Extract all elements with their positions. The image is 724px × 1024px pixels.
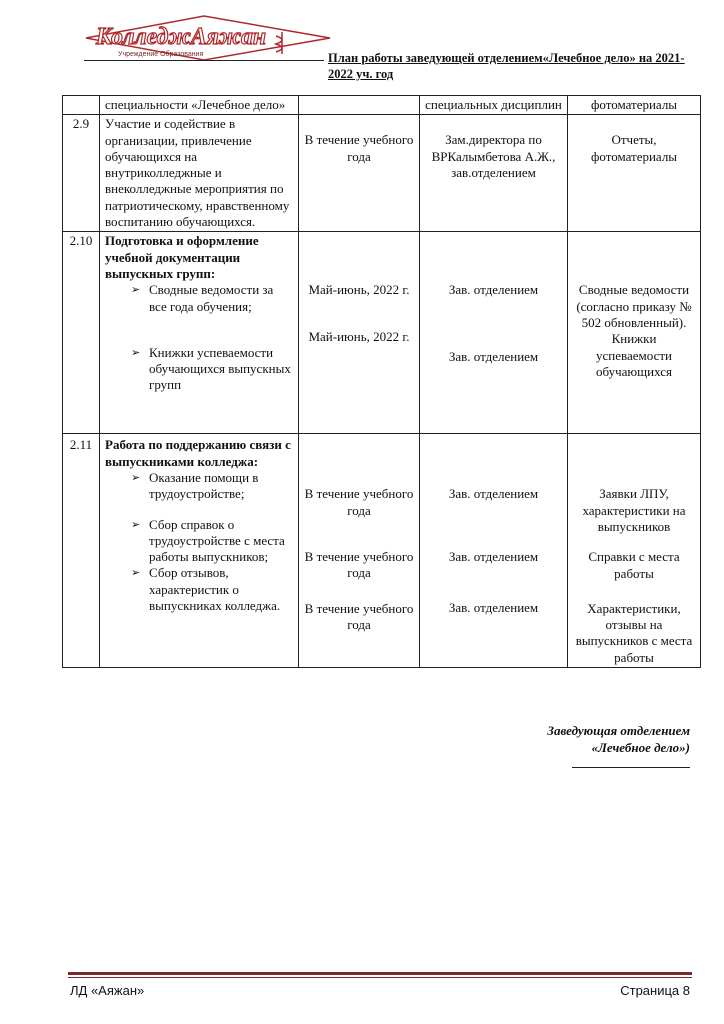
term-item: В течение учебного года: [304, 600, 414, 632]
row-content: [100, 232, 299, 434]
logo-text: КолледжАяжан: [95, 24, 266, 50]
table-row: [63, 96, 701, 115]
row-result: [568, 434, 701, 668]
row-content: специальности «Лечебное дело»: [100, 96, 299, 115]
list-item-text: Сводные ведомости за все года обучения;: [149, 282, 274, 314]
arrow-bullet-icon: ➢: [131, 518, 141, 531]
page-title: План работы заведующей отделением«Лечебное дело» на 2021-2022 уч. год: [328, 51, 685, 81]
list-item-text: Сбор отзывов, характеристик о выпускниках колледжа.: [149, 565, 281, 614]
row-responsible: специальных дисциплин: [420, 96, 568, 115]
row-number: 2.11: [63, 434, 100, 668]
row-number: 2.9: [63, 115, 100, 232]
list-item: [105, 470, 293, 503]
term-item: Май-июнь, 2022 г.: [308, 328, 410, 344]
row-responsible: Зам.директора по ВРКалымбетова А.Ж., зав.отделением: [420, 115, 568, 232]
list-item-text: Сбор справок о трудоустройстве с места работы выпускников;: [149, 516, 285, 565]
logo-subtext: Учреждение Образования: [118, 51, 204, 58]
table-row: [63, 232, 701, 434]
arrow-bullet-icon: ➢: [131, 284, 141, 297]
arrow-bullet-icon: ➢: [131, 471, 141, 484]
header-rule: [84, 60, 324, 61]
page-number: Страница 8: [620, 983, 690, 998]
list-item: [105, 517, 293, 566]
row-content: [100, 434, 299, 668]
result-item: Заявки ЛПУ, характеристики на выпускников: [582, 486, 686, 534]
responsible-item: Зав. отделением: [448, 486, 539, 502]
row-result: Отчеты, фотоматериалы: [568, 115, 701, 232]
arrow-bullet-icon: ➢: [131, 567, 141, 580]
list-item-text: Оказание помощи в трудоустройстве;: [149, 469, 259, 502]
list-item: [105, 282, 293, 315]
work-plan-table: [62, 95, 701, 668]
row-number: [63, 96, 100, 115]
list-item: [105, 565, 293, 614]
row-term: В течение учебного года: [299, 115, 420, 232]
college-logo: [84, 14, 334, 62]
signature-line1: Заведующая отделением: [547, 723, 690, 738]
arrow-bullet-icon: ➢: [131, 346, 141, 359]
signature-block: [547, 722, 690, 756]
responsible-item: Зав. отделением: [448, 599, 539, 615]
row-number: 2.10: [63, 232, 100, 434]
footer-org: ЛД «Аяжан»: [70, 983, 145, 998]
footer-rule-thin: [68, 977, 692, 978]
row-term: [299, 232, 420, 434]
row-responsible: [420, 434, 568, 668]
term-item: Май-июнь, 2022 г.: [308, 282, 410, 298]
row-content: Участие и содействие в организации, привлечение обучающихся на внутриколледжные и внеколледжные мероприятия по патриотическому, нравственному воспитанию обучающихся.: [100, 115, 299, 232]
term-item: В течение учебного года: [304, 548, 414, 581]
row-result: [568, 232, 701, 434]
footer-rule: [68, 972, 692, 975]
section-heading: Работа по поддержанию связи с выпускниками колледжа:: [105, 437, 291, 469]
signature-line2: «Лечебное дело»): [591, 740, 690, 755]
table-row: [63, 434, 701, 668]
list-item: [105, 345, 293, 394]
responsible-item: Зав. отделением: [448, 348, 539, 364]
section-heading: Подготовка и оформление учебной документации выпускных групп:: [105, 233, 259, 281]
caduceus-icon: [276, 32, 282, 54]
result-item: Характеристики, отзывы на выпускников с места работы: [575, 600, 693, 665]
row-result: фотоматериалы: [568, 96, 701, 115]
row-term: [299, 434, 420, 668]
responsible-item: Зав. отделением: [448, 548, 539, 564]
table-row: [63, 115, 701, 232]
result-item: Справки с места работы: [588, 549, 680, 581]
signature-line: [572, 767, 690, 768]
row-responsible: [420, 232, 568, 434]
list-item-text: Книжки успеваемости обучающихся выпускных групп: [149, 344, 291, 393]
responsible-item: Зав. отделением: [448, 282, 539, 298]
term-item: В течение учебного года: [304, 486, 414, 518]
row-term: [299, 96, 420, 115]
result-item: Сводные ведомости (согласно приказу № 502 обновленный). Книжки успеваемости обучающихся: [576, 282, 692, 379]
